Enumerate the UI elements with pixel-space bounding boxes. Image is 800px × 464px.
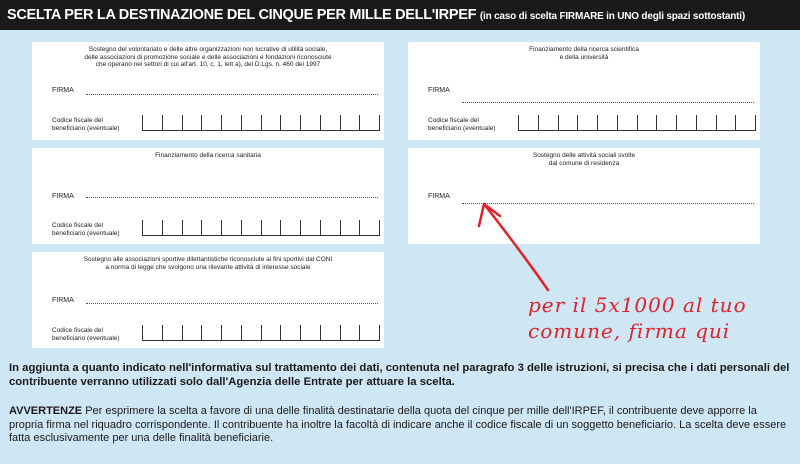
firma-label: FIRMA [428,193,450,200]
title-text: SCELTA PER LA DESTINAZIONE DEL CINQUE PER MILLE DELL'IRPEF [7,7,477,23]
codice-fiscale-label: Codice fiscale del beneficiario (eventuale) [52,222,120,237]
box-title: Sostegno del volontariato e delle altre organizzazioni non lucrative di utilità sociale, delle associazioni di promozione sociale e delle associazioni e fondazioni riconosciute che operano nei settori di cui all'art. 10, c. 1, lett a), del D.Lgs. n. 460 del 1997 [84,46,332,68]
warning-paragraph [9,405,791,446]
warning-text: Per esprimere la scelta a favore di una delle finalità destinatarie della quota del cinque per mille dell'IRPEF, il contribuente deve apporre la propria firma nel riquadro corrispondente. Il contribuente ha inoltre la facoltà di indicare anche il codice fiscale di un soggetto beneficiario. La scelta deve essere fatta esclusivamente per una delle finalità beneficiarie. [9,405,787,445]
box-title: Sostegno delle attività sociali svolte dal comune di residenza [532,152,636,167]
firma-label: FIRMA [52,193,74,200]
handwritten-annotation [528,292,747,344]
firma-label: FIRMA [428,87,450,94]
codice-fiscale-label: Codice fiscale del beneficiario (eventuale) [52,327,120,342]
warning-title: AVVERTENZE [9,405,83,417]
annotation-line-2: comune, firma qui [528,319,731,343]
codice-fiscale-label: Codice fiscale del beneficiario (eventuale) [428,117,496,132]
codice-fiscale-label: Codice fiscale del beneficiario (eventuale) [52,117,120,132]
box-title: Finanziamento della ricerca sanitaria [155,152,261,159]
annotation-line-1: per il 5x1000 al tuo [528,293,747,317]
box-title: Finanziamento della ricerca scientifica e della università [529,46,639,61]
title-note: (in caso di scelta FIRMARE in UNO degli spazi sottostanti) [479,11,745,22]
firma-label: FIRMA [52,297,74,304]
info-text: In aggiunta a quanto indicato nell'informativa sul trattamento dei dati, contenuta nel paragrafo 3 delle istruzioni, si precisa che i dati personali del contribuente verranno utilizzati solo dall'Agenzia delle Entrate per attuare la scelta. [9,362,790,388]
box-title: Sostegno alle associazioni sportive dilettantistiche riconosciute ai fini sportivi dal CONI a norma di legge che svolgono una rilevante attività di interesse sociale [83,256,333,271]
firma-label: FIRMA [52,87,74,94]
